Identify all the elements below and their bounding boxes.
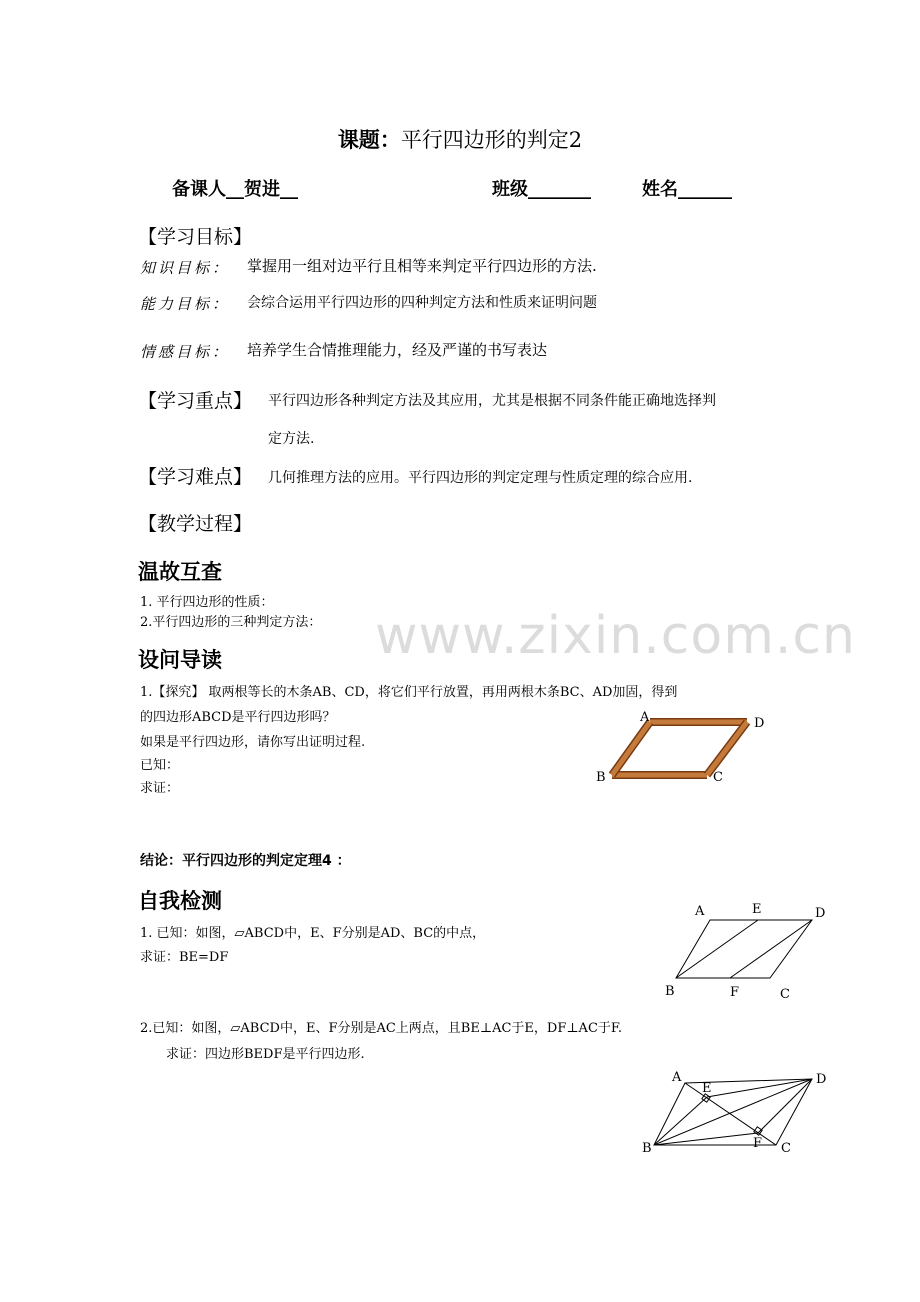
q2-line-2: 求证：四边形BEDF是平行四边形. xyxy=(166,1047,365,1062)
fig1-label-d: D xyxy=(754,716,765,731)
title-sub: 平行四边形的判定2 xyxy=(400,128,583,152)
name-field: 姓名______ xyxy=(642,179,732,200)
fig1-label-a: A xyxy=(640,710,650,725)
explore-line-1: 1.【探究】 取两根等长的木条AB、CD，将它们平行放置，再用两根木条BC、AD加固，得到 xyxy=(140,685,678,700)
q1-parallelogram-figure xyxy=(660,898,840,1008)
knowledge-goal-label: 知识目标： xyxy=(140,259,231,277)
fig1-label-c: C xyxy=(713,770,723,785)
key-points-line2: 定方法. xyxy=(268,431,315,447)
ability-goal-label: 能力目标： xyxy=(140,295,231,313)
q2-segment-be xyxy=(654,1097,707,1145)
page-title xyxy=(0,124,920,154)
fig1-label-b: B xyxy=(596,770,606,785)
q1-label-b: B xyxy=(665,984,675,999)
guided-heading: 设问导读 xyxy=(138,648,222,672)
ability-goal-text: 会综合运用平行四边形的四种判定方法和性质来证明问题 xyxy=(247,295,597,311)
emotion-goal-text: 培养学生合情推理能力，经及严谨的书写表达 xyxy=(247,341,548,359)
wood-strip-ab xyxy=(612,722,650,775)
key-points-heading: 【学习重点】 xyxy=(138,390,253,412)
q2-label-b: B xyxy=(642,1141,652,1156)
q1-label-c: C xyxy=(780,987,790,1002)
q2-label-e: E xyxy=(702,1081,712,1096)
q1-segment-df xyxy=(730,920,812,978)
q2-parallelogram-figure xyxy=(640,1066,840,1161)
knowledge-goal-text: 掌握用一组对边平行且相等来判定平行四边形的方法. xyxy=(247,257,597,275)
q1-label-e: E xyxy=(752,902,762,917)
difficulties-text: 几何推理方法的应用。平行四边形的判定定理与性质定理的综合应用. xyxy=(268,470,693,486)
conclusion-line: 结论：平行四边形的判定定理4 ： xyxy=(140,853,351,869)
q2-label-d: D xyxy=(816,1072,827,1087)
review-item-2: 2.平行四边形的三种判定方法： xyxy=(140,615,322,630)
explore-line-3: 如果是平行四边形，请你写出证明过程. xyxy=(140,735,366,750)
key-points-line1: 平行四边形各种判定方法及其应用，尤其是根据不同条件能正确地选择判 xyxy=(268,393,716,409)
title-main: 课题： xyxy=(337,128,401,152)
q1-parallelogram xyxy=(676,920,812,978)
q1-label-d: D xyxy=(815,906,826,921)
q1-label-f: F xyxy=(730,985,740,1000)
difficulties-heading: 【学习难点】 xyxy=(138,466,253,488)
q2-label-c: C xyxy=(781,1141,791,1156)
watermark: www.zixin.com.cn xyxy=(375,606,856,666)
q1-line-2: 求证：BE=DF xyxy=(140,950,229,965)
q2-diagonal-bd xyxy=(654,1079,812,1145)
explore-line-2: 的四边形ABCD是平行四边形吗？ xyxy=(140,710,336,725)
review-item-1: 1. 平行四边形的性质： xyxy=(140,595,274,610)
process-heading: 【教学过程】 xyxy=(138,513,253,535)
emotion-goal-label: 情感目标： xyxy=(140,343,231,361)
q1-segment-be xyxy=(676,920,758,978)
q1-line-1: 1. 已知：如图，▱ABCD中，E、F分别是AD、BC的中点， xyxy=(140,926,486,941)
given-label: 已知： xyxy=(140,758,180,773)
class-field: 班级_______ xyxy=(492,179,591,200)
preparer-line: 备课人__贺进__ xyxy=(172,179,298,200)
wooden-parallelogram-figure xyxy=(590,708,780,788)
wood-strip-dc xyxy=(707,722,747,775)
q2-line-1: 2.已知：如图，▱ABCD中，E、F分别是AC上两点，且BE⊥AC于E，DF⊥AC于F. xyxy=(140,1021,623,1036)
q2-label-a: A xyxy=(672,1070,682,1085)
q1-label-a: A xyxy=(695,904,705,919)
review-heading: 温故互查 xyxy=(138,560,222,584)
q2-label-f: F xyxy=(753,1136,763,1151)
self-check-heading: 自我检测 xyxy=(138,889,222,913)
prove-label: 求证： xyxy=(140,781,180,796)
goals-heading: 【学习目标】 xyxy=(138,226,253,248)
